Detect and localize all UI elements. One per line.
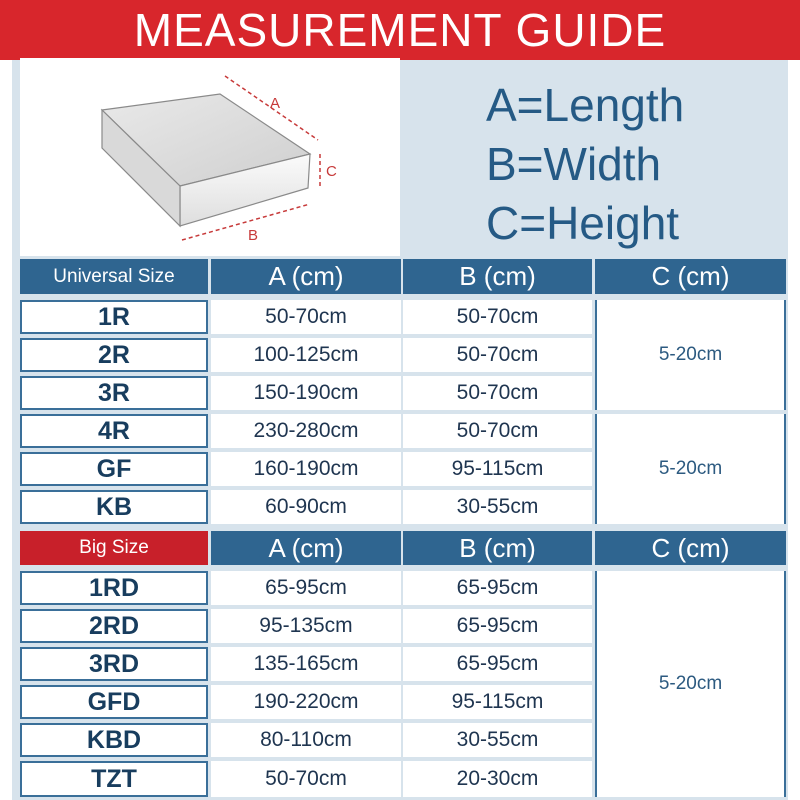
size-label: 1R (20, 300, 208, 334)
width-value: 50-70cm (403, 300, 592, 334)
height-value-group: 5-20cm (595, 414, 786, 524)
length-value: 150-190cm (211, 376, 401, 410)
size-label: GFD (20, 685, 208, 719)
dimension-c-label: C (326, 163, 337, 180)
size-label: TZT (20, 761, 208, 797)
column-a-header: A (cm) (211, 259, 401, 294)
size-label: 4R (20, 414, 208, 448)
definition-height: C=Height (486, 197, 680, 249)
width-value: 65-95cm (403, 647, 592, 681)
height-value-group: 5-20cm (595, 571, 786, 797)
length-value: 95-135cm (211, 609, 401, 643)
height-value-group: 5-20cm (595, 300, 786, 410)
page-title: MEASUREMENT GUIDE (133, 4, 667, 56)
universal-size-header: Universal Size (20, 259, 208, 294)
title-banner (0, 0, 800, 60)
width-value: 65-95cm (403, 609, 592, 643)
definition-length: A=Length (486, 79, 685, 131)
width-value: 95-115cm (403, 452, 592, 486)
column-c-header: C (cm) (595, 531, 786, 565)
width-value: 50-70cm (403, 338, 592, 372)
length-value: 65-95cm (211, 571, 401, 605)
length-value: 60-90cm (211, 490, 401, 524)
column-a-header: A (cm) (211, 531, 401, 565)
column-b-header: B (cm) (403, 259, 592, 294)
length-value: 100-125cm (211, 338, 401, 372)
size-label: 1RD (20, 571, 208, 605)
width-value: 65-95cm (403, 571, 592, 605)
size-label: GF (20, 452, 208, 486)
length-value: 50-70cm (211, 761, 401, 797)
length-value: 190-220cm (211, 685, 401, 719)
length-value: 50-70cm (211, 300, 401, 334)
size-label: 3R (20, 376, 208, 410)
width-value: 30-55cm (403, 490, 592, 524)
width-value: 20-30cm (403, 761, 592, 797)
length-value: 230-280cm (211, 414, 401, 448)
size-label: KB (20, 490, 208, 524)
dimension-b-label: B (248, 227, 259, 244)
size-label: 2RD (20, 609, 208, 643)
size-label: 2R (20, 338, 208, 372)
definition-width: B=Width (486, 138, 662, 190)
column-c-header: C (cm) (595, 259, 786, 294)
size-label: 3RD (20, 647, 208, 681)
length-value: 135-165cm (211, 647, 401, 681)
column-b-header: B (cm) (403, 531, 592, 565)
dimension-definitions (486, 76, 786, 253)
width-value: 95-115cm (403, 685, 592, 719)
cushion-illustration (20, 58, 400, 256)
length-value: 80-110cm (211, 723, 401, 757)
dimension-a-label: A (270, 95, 281, 112)
length-value: 160-190cm (211, 452, 401, 486)
width-value: 50-70cm (403, 414, 592, 448)
big-size-header: Big Size (20, 531, 208, 565)
size-label: KBD (20, 723, 208, 757)
width-value: 30-55cm (403, 723, 592, 757)
width-value: 50-70cm (403, 376, 592, 410)
cushion-diagram (20, 58, 400, 256)
